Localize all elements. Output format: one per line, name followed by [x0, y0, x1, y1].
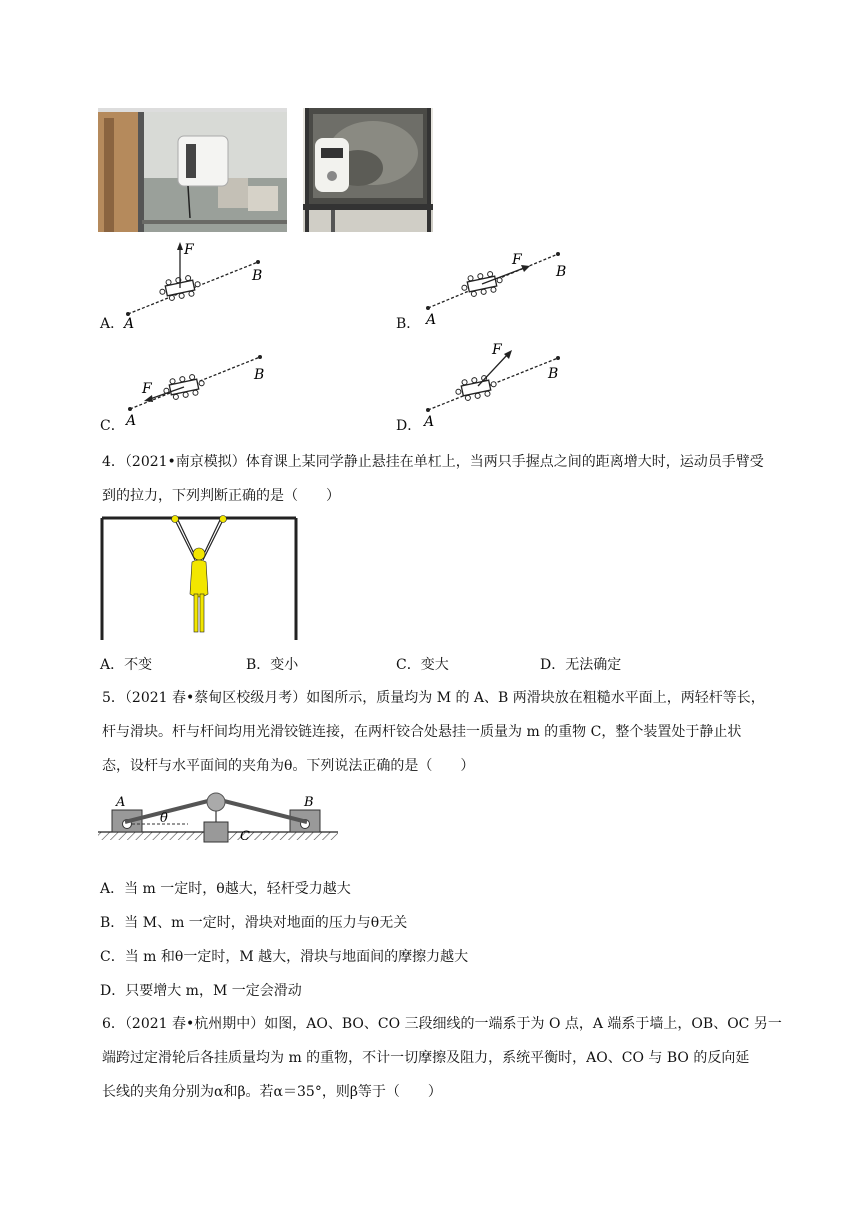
- q3-c-label-b: B: [254, 367, 265, 383]
- q6-stem-line1: 6．（2021 春•杭州期中）如图，AO、BO、CO 三段细线的一端系于为 O 点，A 端系于墙上，OB、OC 另一: [102, 1016, 782, 1032]
- q5-stem-line1: 5．（2021 春•蔡甸区校级月考）如图所示，质量均为 M 的 A、B 两滑块放在粗糙水平面上，两轻杆等长，: [102, 690, 765, 706]
- q4-horizontal-bar-figure: [100, 512, 300, 642]
- q4-choice-b: B．变小: [246, 657, 299, 673]
- q5-stem-line2: 杆与滑块。杆与杆间均用光滑铰链连接，在两杆铰合处悬挂一质量为 m 的重物 C，整个装置处于静止状: [102, 724, 742, 740]
- q3-b-label-f: F: [512, 252, 522, 268]
- q6-stem-line3: 长线的夹角分别为α和β。若α＝35°，则β等于（ ）: [102, 1084, 442, 1100]
- q5-label-a: A: [116, 795, 126, 810]
- q3-option-b-letter: B．: [396, 316, 421, 332]
- q3-a-label-f: F: [184, 242, 194, 258]
- q3-c-label-f: F: [142, 381, 152, 397]
- q3-option-a-diagram: [120, 238, 270, 328]
- window-robot-photo-left: [98, 108, 287, 232]
- q4-choice-a: A．不变: [100, 657, 153, 673]
- q3-d-label-b: B: [548, 366, 559, 382]
- q4-choice-c: C．变大: [396, 657, 449, 673]
- q6-stem-line2: 端跨过定滑轮后各挂质量均为 m 的重物，不计一切摩擦及阻力，系统平衡时，AO、CO 与 BO 的反向延: [102, 1050, 750, 1066]
- q3-a-label-b: B: [252, 268, 263, 284]
- q5-choice-b: B．当 M、m 一定时，滑块对地面的压力与θ无关: [100, 915, 408, 931]
- q3-option-d-diagram: [420, 340, 580, 430]
- q5-choice-c: C．当 m 和θ一定时，M 越大，滑块与地面间的摩擦力越大: [100, 949, 469, 965]
- q4-choice-d: D．无法确定: [540, 657, 622, 673]
- q5-choice-a: A．当 m 一定时，θ越大，轻杆受力越大: [100, 881, 351, 897]
- q5-label-theta: θ: [160, 811, 168, 826]
- q3-d-label-a: A: [424, 414, 435, 430]
- q3-option-b-diagram: [420, 238, 580, 328]
- q3-a-label-a: A: [124, 316, 135, 328]
- q3-option-c-diagram: [120, 345, 270, 435]
- q3-c-label-a: A: [126, 413, 137, 429]
- q5-label-b: B: [304, 795, 314, 810]
- q5-label-c: C: [240, 829, 250, 844]
- q5-stem-line3: 态，设杆与水平面间的夹角为θ。下列说法正确的是（ ）: [102, 758, 475, 774]
- q3-option-d-letter: D．: [396, 418, 422, 434]
- q3-option-c-letter: C．: [100, 418, 125, 434]
- q4-stem-line1: 4．（2021•南京模拟）体育课上某同学静止悬挂在单杠上，当两只手握点之间的距离增大时，运动员手臂受: [102, 454, 764, 470]
- q3-d-label-f: F: [492, 342, 502, 358]
- q3-option-a-letter: A．: [100, 316, 125, 332]
- q5-slider-rod-figure: [98, 784, 343, 864]
- q5-choice-d: D．只要增大 m，M 一定会滑动: [100, 983, 302, 999]
- window-robot-photo-right: [303, 108, 433, 232]
- q3-b-label-a: A: [426, 312, 437, 328]
- q4-stem-line2: 到的拉力，下列判断正确的是（ ）: [102, 488, 340, 504]
- q3-b-label-b: B: [556, 264, 567, 280]
